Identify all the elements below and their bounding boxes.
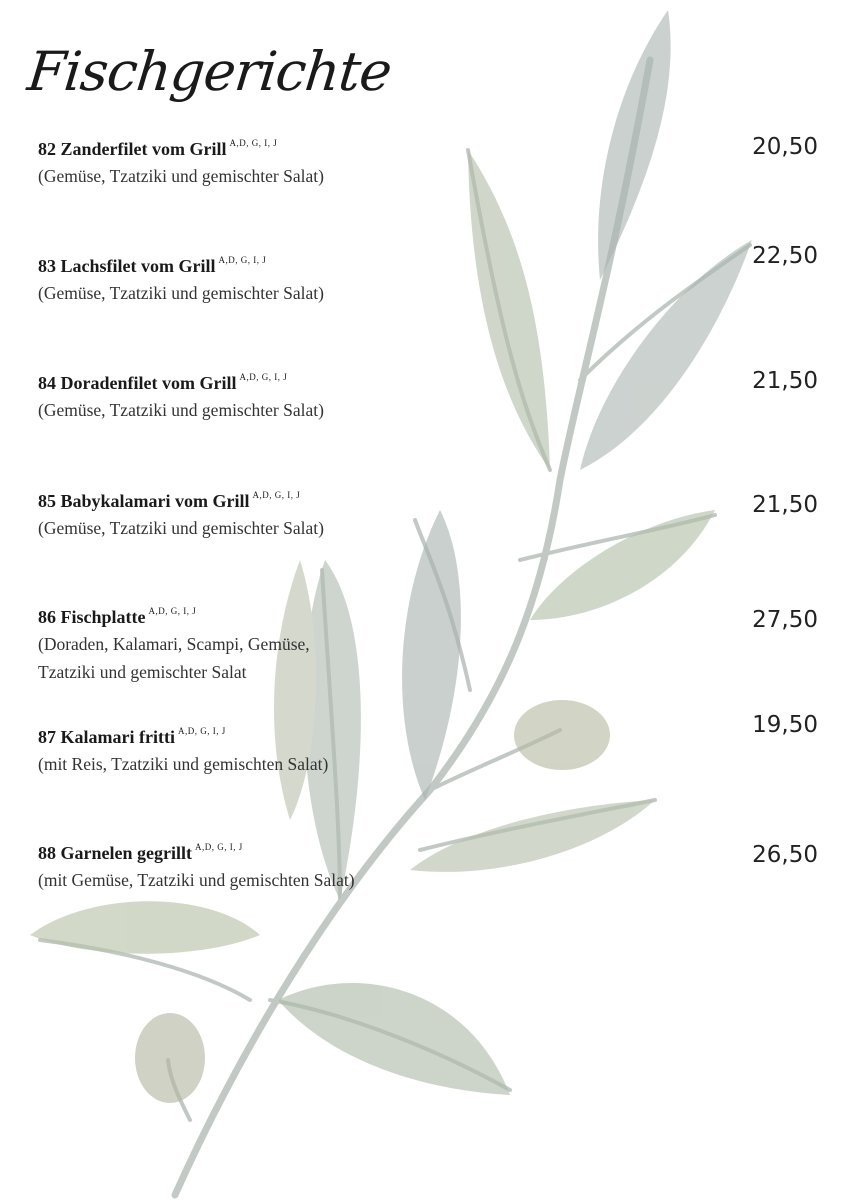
item-price: 22,50 (752, 243, 818, 269)
item-price: 26,50 (752, 842, 818, 868)
item-description: Tzatziki und gemischter Salat (38, 662, 247, 682)
item-name: 85 Babykalamari vom Grill $^{A,D, G, I, J}$ (38, 490, 301, 511)
item-description: (mit Reis, Tzatziki und gemischten Salat) (38, 754, 329, 774)
item-price: 21,50 (752, 492, 818, 518)
item-description: (Gemüse, Tzatziki und gemischter Salat) (38, 283, 324, 303)
page-title: Fischgerichte (24, 40, 395, 103)
menu-item (38, 243, 818, 307)
menu-item (38, 836, 818, 894)
menu-item (38, 132, 818, 190)
item-name: 84 Doradenfilet vom Grill $^{A,D, G, I, J}$ (38, 372, 288, 393)
item-price: 19,50 (752, 712, 818, 738)
item-price: 27,50 (752, 607, 818, 633)
item-description: (Gemüse, Tzatziki und gemischter Salat) (38, 400, 324, 420)
allergen-codes: A,D, G, I, J (194, 842, 243, 852)
menu-item (38, 712, 818, 778)
menu-item (38, 484, 818, 542)
item-name: 88 Garnelen gegrillt $^{A,D, G, I, J}$ (38, 842, 243, 863)
item-name: 87 Kalamari fritti $^{A,D, G, I, J}$ (38, 726, 226, 747)
allergen-codes: A,D, G, I, J (177, 726, 226, 736)
allergen-codes: A,D, G, I, J (218, 255, 267, 265)
item-description: (mit Gemüse, Tzatziki und gemischten Salat) (38, 870, 355, 890)
item-name: 83 Lachsfilet vom Grill $^{A,D, G, I, J}$ (38, 255, 267, 276)
item-price: 21,50 (752, 368, 818, 394)
menu-item (38, 366, 818, 424)
allergen-codes: A,D, G, I, J (239, 372, 288, 382)
item-description: (Doraden, Kalamari, Scampi, Gemüse, (38, 634, 310, 654)
item-name: 82 Zanderfilet vom Grill $^{A,D, G, I, J}$ (38, 138, 278, 159)
item-name: 86 Fischplatte $^{A,D, G, I, J}$ (38, 606, 197, 627)
allergen-codes: A,D, G, I, J (252, 490, 301, 500)
item-price: 20,50 (752, 134, 818, 160)
menu-item (38, 600, 818, 686)
allergen-codes: A,D, G, I, J (229, 138, 278, 148)
item-description: (Gemüse, Tzatziki und gemischter Salat) (38, 518, 324, 538)
allergen-codes: A,D, G, I, J (148, 606, 197, 616)
item-description: (Gemüse, Tzatziki und gemischter Salat) (38, 166, 324, 186)
